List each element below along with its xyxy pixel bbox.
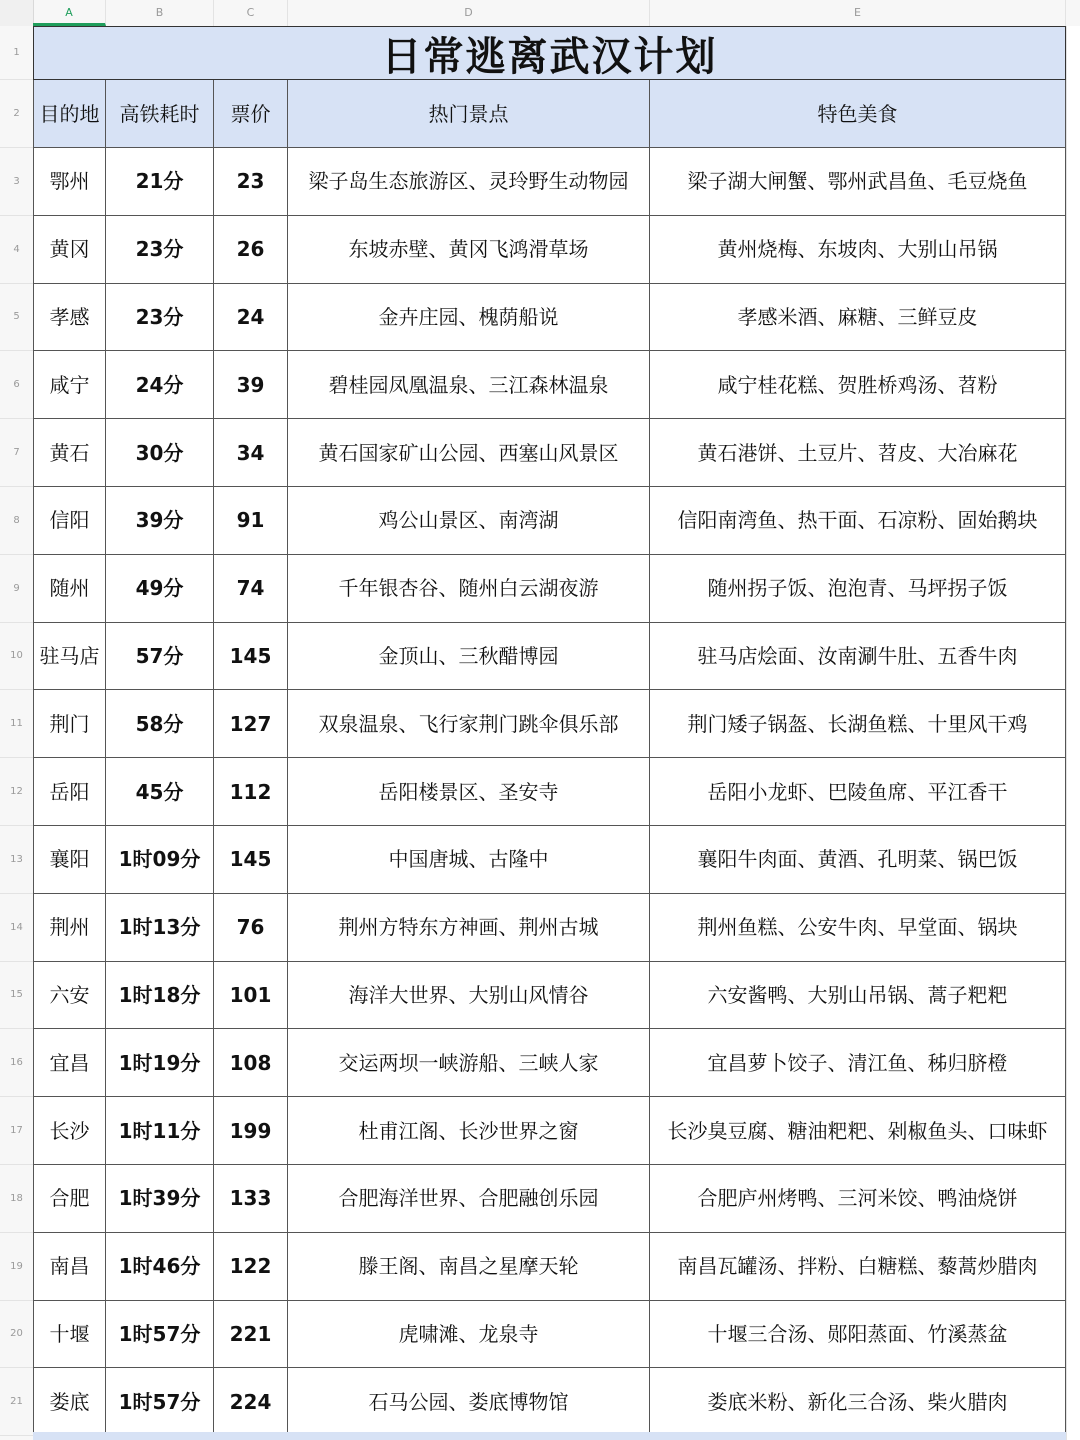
destination-cell[interactable]: 信阳: [33, 487, 106, 555]
destination-cell[interactable]: 襄阳: [33, 826, 106, 894]
sights-cell[interactable]: 鸡公山景区、南湾湖: [288, 487, 650, 555]
travel-time-cell[interactable]: 24分: [106, 351, 214, 419]
travel-time-cell[interactable]: 21分: [106, 148, 214, 216]
destination-cell[interactable]: 黄冈: [33, 216, 106, 284]
row-header[interactable]: 12: [0, 758, 33, 826]
travel-time-cell[interactable]: 49分: [106, 555, 214, 623]
row-header-bar: [0, 26, 34, 1440]
next-column-edge: [1066, 26, 1080, 1440]
column-header-e[interactable]: E: [650, 0, 1066, 26]
sights-cell[interactable]: 合肥海洋世界、合肥融创乐园: [288, 1165, 650, 1233]
food-cell[interactable]: 随州拐子饭、泡泡青、马坪拐子饭: [650, 555, 1066, 623]
destination-cell[interactable]: 黄石: [33, 419, 106, 487]
destination-cell[interactable]: 宜昌: [33, 1029, 106, 1097]
sights-cell[interactable]: 梁子岛生态旅游区、灵玲野生动物园: [288, 148, 650, 216]
price-cell[interactable]: 91: [214, 487, 288, 555]
price-cell[interactable]: 24: [214, 284, 288, 352]
destination-cell[interactable]: 十堰: [33, 1301, 106, 1369]
header-cell-price[interactable]: 票价: [214, 80, 288, 148]
column-header-d[interactable]: D: [288, 0, 650, 26]
price-cell[interactable]: 224: [214, 1368, 288, 1436]
table-row: [33, 555, 1066, 623]
travel-time-cell[interactable]: 1时13分: [106, 894, 214, 962]
column-header-c[interactable]: C: [214, 0, 288, 26]
food-cell[interactable]: 黄石港饼、土豆片、苕皮、大冶麻花: [650, 419, 1066, 487]
price-cell[interactable]: 26: [214, 216, 288, 284]
sights-cell[interactable]: 杜甫江阁、长沙世界之窗: [288, 1097, 650, 1165]
price-cell[interactable]: 145: [214, 826, 288, 894]
food-cell[interactable]: 咸宁桂花糕、贺胜桥鸡汤、苕粉: [650, 351, 1066, 419]
price-cell[interactable]: 221: [214, 1301, 288, 1369]
table-row: [33, 962, 1066, 1030]
header-cell-travel-time[interactable]: 高铁耗时: [106, 80, 214, 148]
food-cell[interactable]: 驻马店烩面、汝南涮牛肚、五香牛肉: [650, 623, 1066, 691]
travel-time-cell[interactable]: 1时09分: [106, 826, 214, 894]
food-cell[interactable]: 合肥庐州烤鸭、三河米饺、鸭油烧饼: [650, 1165, 1066, 1233]
food-cell[interactable]: 荆州鱼糕、公安牛肉、早堂面、锅块: [650, 894, 1066, 962]
row-header[interactable]: 18: [0, 1165, 33, 1233]
selection-strip: [33, 1432, 1066, 1440]
travel-time-cell[interactable]: 1时18分: [106, 962, 214, 1030]
price-cell[interactable]: 101: [214, 962, 288, 1030]
row-header[interactable]: 1: [0, 26, 33, 80]
table-row: [33, 1029, 1066, 1097]
table-row: [33, 1301, 1066, 1369]
table-row: [33, 758, 1066, 826]
sights-cell[interactable]: 石马公园、娄底博物馆: [288, 1368, 650, 1436]
price-cell[interactable]: 74: [214, 555, 288, 623]
destination-cell[interactable]: 南昌: [33, 1233, 106, 1301]
header-cell-destination[interactable]: 目的地: [33, 80, 106, 148]
destination-cell[interactable]: 长沙: [33, 1097, 106, 1165]
price-cell[interactable]: 199: [214, 1097, 288, 1165]
sights-cell[interactable]: 虎啸滩、龙泉寺: [288, 1301, 650, 1369]
row-header[interactable]: 14: [0, 894, 33, 962]
travel-time-cell[interactable]: 45分: [106, 758, 214, 826]
row-header[interactable]: 2: [0, 80, 33, 148]
food-cell[interactable]: 孝感米酒、麻糖、三鲜豆皮: [650, 284, 1066, 352]
food-cell[interactable]: 梁子湖大闸蟹、鄂州武昌鱼、毛豆烧鱼: [650, 148, 1066, 216]
food-cell[interactable]: 娄底米粉、新化三合汤、柴火腊肉: [650, 1368, 1066, 1436]
price-cell[interactable]: 112: [214, 758, 288, 826]
sights-cell[interactable]: 东坡赤壁、黄冈飞鸿滑草场: [288, 216, 650, 284]
destination-cell[interactable]: 鄂州: [33, 148, 106, 216]
row-header[interactable]: 4: [0, 216, 33, 284]
destination-cell[interactable]: 合肥: [33, 1165, 106, 1233]
sheet-title-cell[interactable]: 日常逃离武汉计划: [33, 26, 1066, 80]
travel-time-cell[interactable]: 1时39分: [106, 1165, 214, 1233]
price-cell[interactable]: 145: [214, 623, 288, 691]
travel-time-cell[interactable]: 1时57分: [106, 1301, 214, 1369]
travel-time-cell[interactable]: 39分: [106, 487, 214, 555]
sights-cell[interactable]: 滕王阁、南昌之星摩天轮: [288, 1233, 650, 1301]
row-header[interactable]: 3: [0, 148, 33, 216]
price-cell[interactable]: 133: [214, 1165, 288, 1233]
row-header[interactable]: 9: [0, 555, 33, 623]
column-header-bar: [0, 0, 1080, 27]
destination-cell[interactable]: 孝感: [33, 284, 106, 352]
column-header-a[interactable]: A: [33, 0, 106, 26]
destination-cell[interactable]: 驻马店: [33, 623, 106, 691]
sights-cell[interactable]: 碧桂园凤凰温泉、三江森林温泉: [288, 351, 650, 419]
travel-time-cell[interactable]: 1时57分: [106, 1368, 214, 1436]
table-row: [33, 623, 1066, 691]
destination-cell[interactable]: 娄底: [33, 1368, 106, 1436]
sights-cell[interactable]: 金顶山、三秋醋博园: [288, 623, 650, 691]
table-row: [33, 216, 1066, 284]
header-cell-food[interactable]: 特色美食: [650, 80, 1066, 148]
sights-cell[interactable]: 中国唐城、古隆中: [288, 826, 650, 894]
travel-time-cell[interactable]: 1时19分: [106, 1029, 214, 1097]
sights-cell[interactable]: 黄石国家矿山公园、西塞山风景区: [288, 419, 650, 487]
row-header[interactable]: 11: [0, 690, 33, 758]
travel-time-cell[interactable]: 30分: [106, 419, 214, 487]
travel-time-cell[interactable]: 1时11分: [106, 1097, 214, 1165]
row-header[interactable]: 13: [0, 826, 33, 894]
row-header[interactable]: 20: [0, 1301, 33, 1369]
row-header[interactable]: 21: [0, 1368, 33, 1436]
food-cell[interactable]: 十堰三合汤、郧阳蒸面、竹溪蒸盆: [650, 1301, 1066, 1369]
food-cell[interactable]: 长沙臭豆腐、糖油粑粑、剁椒鱼头、口味虾: [650, 1097, 1066, 1165]
row-header[interactable]: 17: [0, 1097, 33, 1165]
destination-cell[interactable]: 荆州: [33, 894, 106, 962]
food-cell[interactable]: 黄州烧梅、东坡肉、大别山吊锅: [650, 216, 1066, 284]
row-header[interactable]: 7: [0, 419, 33, 487]
row-header[interactable]: 19: [0, 1233, 33, 1301]
column-header-b[interactable]: B: [106, 0, 214, 26]
table-row: [33, 419, 1066, 487]
row-header[interactable]: 10: [0, 623, 33, 691]
row-header[interactable]: 8: [0, 487, 33, 555]
price-cell[interactable]: 34: [214, 419, 288, 487]
food-cell[interactable]: 荆门矮子锅盔、长湖鱼糕、十里风干鸡: [650, 690, 1066, 758]
price-cell[interactable]: 127: [214, 690, 288, 758]
sights-cell[interactable]: 交运两坝一峡游船、三峡人家: [288, 1029, 650, 1097]
table-row: [33, 826, 1066, 894]
table-row: [33, 894, 1066, 962]
table-row: [33, 351, 1066, 419]
sights-cell[interactable]: 海洋大世界、大别山风情谷: [288, 962, 650, 1030]
sights-cell[interactable]: 金卉庄园、槐荫船说: [288, 284, 650, 352]
table-row: [33, 148, 1066, 216]
price-cell[interactable]: 76: [214, 894, 288, 962]
table-row: [33, 1368, 1066, 1436]
destination-cell[interactable]: 岳阳: [33, 758, 106, 826]
row-header[interactable]: 6: [0, 351, 33, 419]
food-cell[interactable]: 南昌瓦罐汤、拌粉、白糖糕、藜蒿炒腊肉: [650, 1233, 1066, 1301]
travel-time-cell[interactable]: 57分: [106, 623, 214, 691]
food-cell[interactable]: 信阳南湾鱼、热干面、石凉粉、固始鹅块: [650, 487, 1066, 555]
table-row: [33, 284, 1066, 352]
table-row: [33, 1165, 1066, 1233]
destination-cell[interactable]: 荆门: [33, 690, 106, 758]
travel-time-cell[interactable]: 23分: [106, 216, 214, 284]
sights-cell[interactable]: 岳阳楼景区、圣安寺: [288, 758, 650, 826]
food-cell[interactable]: 襄阳牛肉面、黄酒、孔明菜、锅巴饭: [650, 826, 1066, 894]
sights-cell[interactable]: 双泉温泉、飞行家荆门跳伞俱乐部: [288, 690, 650, 758]
sights-cell[interactable]: 千年银杏谷、随州白云湖夜游: [288, 555, 650, 623]
travel-time-cell[interactable]: 1时46分: [106, 1233, 214, 1301]
price-cell[interactable]: 23: [214, 148, 288, 216]
table-row: [33, 690, 1066, 758]
row-header[interactable]: 5: [0, 284, 33, 352]
table-row: [33, 1233, 1066, 1301]
food-cell[interactable]: 宜昌萝卜饺子、清江鱼、秭归脐橙: [650, 1029, 1066, 1097]
select-all-corner[interactable]: [0, 0, 34, 26]
food-cell[interactable]: 六安酱鸭、大别山吊锅、蒿子粑粑: [650, 962, 1066, 1030]
food-cell[interactable]: 岳阳小龙虾、巴陵鱼席、平江香干: [650, 758, 1066, 826]
travel-time-cell[interactable]: 23分: [106, 284, 214, 352]
price-cell[interactable]: 122: [214, 1233, 288, 1301]
price-cell[interactable]: 108: [214, 1029, 288, 1097]
destination-cell[interactable]: 六安: [33, 962, 106, 1030]
destination-cell[interactable]: 随州: [33, 555, 106, 623]
row-header[interactable]: 15: [0, 962, 33, 1030]
destination-cell[interactable]: 咸宁: [33, 351, 106, 419]
table-row: [33, 1097, 1066, 1165]
header-row: [33, 80, 1066, 148]
price-cell[interactable]: 39: [214, 351, 288, 419]
row-header[interactable]: 16: [0, 1029, 33, 1097]
sights-cell[interactable]: 荆州方特东方神画、荆州古城: [288, 894, 650, 962]
travel-time-cell[interactable]: 58分: [106, 690, 214, 758]
header-cell-sights[interactable]: 热门景点: [288, 80, 650, 148]
table-row: [33, 487, 1066, 555]
